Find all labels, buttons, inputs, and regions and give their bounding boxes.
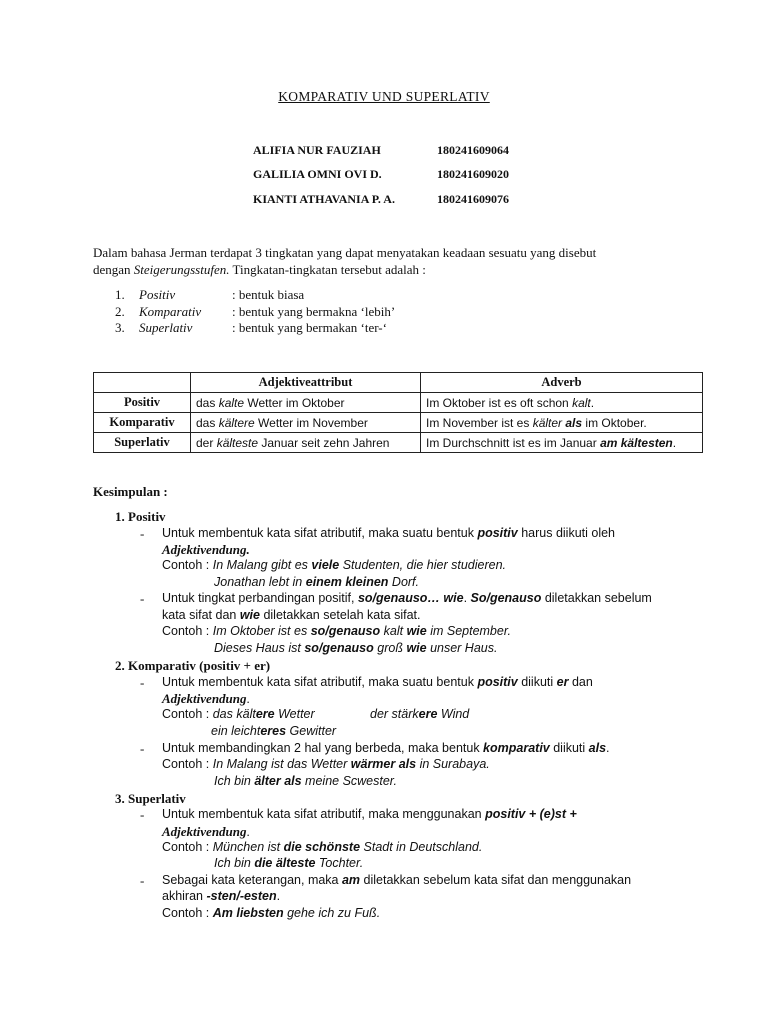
- table-cell: [191, 393, 421, 413]
- text: .: [606, 741, 610, 755]
- text: Untuk tingkat perbandingan positif,: [162, 591, 358, 605]
- text: unser Haus.: [426, 641, 498, 655]
- strong: Adjektivendung: [162, 691, 247, 706]
- example-line: [214, 641, 497, 655]
- text: .: [246, 824, 250, 839]
- table-row: [94, 433, 703, 453]
- author-name: GALILIA OMNI OVI D.: [253, 167, 382, 181]
- section-heading: 3. Superlativ: [115, 791, 186, 806]
- text: Dorf.: [388, 575, 419, 589]
- table-header: Adjektiveattribut: [191, 373, 421, 393]
- strong: die älteste: [254, 856, 316, 870]
- intro-term: Steigerungsstufen.: [133, 262, 230, 277]
- level-term: Superlativ: [139, 320, 193, 335]
- cell-text: der: [196, 435, 217, 450]
- strong: komparativ: [483, 741, 550, 755]
- author-nim: 180241609076: [437, 192, 509, 206]
- level-desc: : bentuk biasa: [232, 287, 305, 302]
- table-row: [94, 393, 703, 413]
- cell-emphasis: kalt: [572, 395, 591, 410]
- strong: so/genauso… wie: [357, 591, 464, 605]
- cell-emphasis: kältere: [218, 415, 255, 430]
- table-cell: [421, 413, 703, 433]
- text: Untuk membandingkan 2 hal yang berbeda, maka bentuk: [162, 741, 484, 755]
- example-prefix: Contoh :: [162, 624, 213, 638]
- text: diikuti: [517, 675, 557, 689]
- bullet-text: [162, 675, 593, 689]
- example-line: [370, 707, 469, 721]
- text: harus diikuti oleh: [517, 526, 616, 540]
- conclusion-heading: Kesimpulan :: [93, 484, 168, 499]
- level-number: 3.: [115, 320, 125, 335]
- cell-text: Januar seit zehn Jahren: [258, 435, 390, 450]
- bullet-dash: -: [140, 526, 145, 541]
- strong: so/genauso: [310, 624, 381, 638]
- text: kalt: [380, 624, 407, 638]
- example-line: [214, 774, 397, 788]
- strong: älter als: [254, 774, 302, 788]
- text: München ist: [212, 840, 284, 854]
- example-prefix: Contoh :: [162, 757, 213, 771]
- text: diletakkan sebelum: [541, 591, 652, 605]
- author-name: KIANTI ATHAVANIA P. A.: [253, 192, 395, 206]
- strong: wie: [406, 641, 427, 655]
- cell-text: das: [196, 415, 219, 430]
- cell-text: Wetter im Oktober: [244, 395, 345, 410]
- text: Ich bin: [214, 856, 255, 870]
- strong: Adjektivendung: [162, 824, 247, 839]
- intro-text: Tingkatan-tingkatan tersebut adalah :: [229, 262, 426, 277]
- section-heading: 1. Positiv: [115, 509, 166, 524]
- strong: einem kleinen: [305, 575, 389, 589]
- text: Tochter.: [315, 856, 364, 870]
- section-heading: 2. Komparativ (positiv + er): [115, 658, 271, 673]
- bullet-text: [162, 824, 250, 840]
- example-line: [162, 840, 482, 854]
- cell-text: Im Durchschnitt ist es im Januar: [426, 435, 601, 450]
- row-label: Positiv: [94, 393, 191, 413]
- strong: er: [556, 675, 569, 689]
- text: im September.: [426, 624, 512, 638]
- example-line: [162, 624, 511, 638]
- text: diletakkan setelah kata sifat.: [259, 608, 421, 622]
- table-cell: [421, 393, 703, 413]
- author-nim: 180241609020: [437, 167, 509, 181]
- strong: viele: [311, 558, 340, 572]
- text: In Malang gibt es: [212, 558, 312, 572]
- text: Untuk membentuk kata sifat atributif, maka menggunakan: [162, 807, 486, 821]
- cell-text: .: [672, 435, 677, 450]
- bullet-text: [162, 889, 280, 903]
- strong: Am liebsten: [212, 906, 284, 920]
- bullet-text: [162, 526, 615, 540]
- author-nim: 180241609064: [437, 143, 509, 157]
- cell-text: das: [196, 395, 219, 410]
- cell-emphasis: kälter: [532, 415, 563, 430]
- strong: positiv + (e)st +: [485, 807, 577, 821]
- text: Untuk membentuk kata sifat atributif, maka suatu bentuk: [162, 675, 478, 689]
- bullet-dash: -: [140, 873, 145, 888]
- bullet-text: [162, 608, 421, 622]
- example-prefix: Contoh :: [162, 840, 213, 854]
- document-title: KOMPARATIV UND SUPERLATIV: [278, 89, 490, 104]
- text: gehe ich zu Fuß.: [283, 906, 381, 920]
- text: Wind: [437, 707, 470, 721]
- text: Sebagai kata keterangan, maka: [162, 873, 342, 887]
- strong: ere: [255, 707, 275, 721]
- text: Wetter: [274, 707, 315, 721]
- text: .: [463, 591, 471, 605]
- text: akhiran: [162, 889, 207, 903]
- strong: positiv: [477, 675, 518, 689]
- level-desc: : bentuk yang bermakan ‘ter-‘: [232, 320, 387, 335]
- text: diikuti: [549, 741, 589, 755]
- row-label: Superlativ: [94, 433, 191, 453]
- strong: am: [341, 873, 361, 887]
- text: ein leicht: [211, 724, 261, 738]
- table-cell: [421, 433, 703, 453]
- table-header-row: [94, 373, 703, 393]
- example-prefix: Contoh :: [162, 558, 213, 572]
- example-line: [214, 575, 419, 589]
- strong: wärmer als: [350, 757, 417, 771]
- bullet-dash: -: [140, 675, 145, 690]
- text: Im Oktober ist es: [212, 624, 311, 638]
- cell-text: .: [590, 395, 595, 410]
- table-cell: [191, 433, 421, 453]
- text: in Surabaya.: [416, 757, 490, 771]
- bullet-text: [162, 741, 610, 755]
- bullet-text: [162, 873, 631, 887]
- intro-line: [93, 261, 693, 278]
- example-line: [162, 707, 315, 721]
- strong: So/genauso: [470, 591, 542, 605]
- example-line: [162, 558, 506, 572]
- table-cell: [191, 413, 421, 433]
- bullet-dash: -: [140, 807, 145, 822]
- bullet-text: Adjektivendung.: [162, 542, 250, 557]
- text: Dieses Haus ist: [214, 641, 305, 655]
- text: .: [276, 889, 281, 903]
- strong: wie: [239, 608, 260, 622]
- level-term: Positiv: [139, 287, 176, 302]
- example-prefix: Contoh :: [162, 906, 213, 920]
- text: das kält: [212, 707, 256, 721]
- strong: eres: [260, 724, 287, 738]
- intro-text: dengan: [93, 262, 134, 277]
- text: der stärk: [370, 707, 419, 721]
- strong: positiv: [477, 526, 518, 540]
- cell-strong: als: [562, 415, 583, 430]
- text: groß: [373, 641, 407, 655]
- bullet-text: [162, 807, 577, 821]
- cell-emphasis: kälteste: [216, 435, 259, 450]
- strong: -sten/-esten: [206, 889, 277, 903]
- intro-line: Dalam bahasa Jerman terdapat 3 tingkatan yang dapat menyatakan keadaan sesuatu yang disebut: [93, 245, 597, 260]
- table-row: [94, 413, 703, 433]
- text: dan: [568, 675, 593, 689]
- strong: so/genauso: [304, 641, 374, 655]
- cell-text: Im November ist es: [426, 415, 533, 430]
- table-header: Adverb: [421, 373, 703, 393]
- strong: als: [588, 741, 607, 755]
- text: Untuk membentuk kata sifat atributif, maka suatu bentuk: [162, 526, 478, 540]
- text: kata sifat dan: [162, 608, 240, 622]
- example-line: [162, 906, 380, 920]
- cell-emphasis: kalte: [218, 395, 245, 410]
- cell-text: Im Oktober ist es oft schon: [426, 395, 573, 410]
- text: Gewitter: [286, 724, 337, 738]
- cell-strong: am kältesten: [600, 435, 673, 450]
- text: Jonathan lebt in: [214, 575, 306, 589]
- text: Studenten, die hier studieren.: [339, 558, 506, 572]
- example-line: [214, 856, 363, 870]
- cell-text: im Oktober.: [582, 415, 647, 430]
- text: Stadt in Deutschland.: [360, 840, 483, 854]
- level-desc: : bentuk yang bermakna ‘lebih’: [232, 304, 396, 319]
- bullet-text: [162, 691, 250, 707]
- grammar-table: [93, 372, 703, 453]
- level-number: 2.: [115, 304, 125, 319]
- intro-paragraph: [93, 244, 693, 278]
- example-prefix: Contoh :: [162, 707, 213, 721]
- cell-text: Wetter im November: [254, 415, 368, 430]
- strong: ere: [418, 707, 438, 721]
- text: .: [246, 691, 250, 706]
- example-line: [211, 724, 336, 738]
- text: diletakkan sebelum kata sifat dan menggunakan: [360, 873, 632, 887]
- bullet-dash: -: [140, 741, 145, 756]
- text: In Malang ist das Wetter: [212, 757, 351, 771]
- text: meine Scwester.: [301, 774, 397, 788]
- strong: die schönste: [283, 840, 361, 854]
- text: Ich bin: [214, 774, 255, 788]
- author-name: ALIFIA NUR FAUZIAH: [253, 143, 381, 157]
- level-number: 1.: [115, 287, 125, 302]
- bullet-text: [162, 591, 652, 605]
- table-header: [94, 373, 191, 393]
- example-line: [162, 757, 490, 771]
- level-term: Komparativ: [139, 304, 202, 319]
- strong: wie: [406, 624, 427, 638]
- row-label: Komparativ: [94, 413, 191, 433]
- bullet-dash: -: [140, 591, 145, 606]
